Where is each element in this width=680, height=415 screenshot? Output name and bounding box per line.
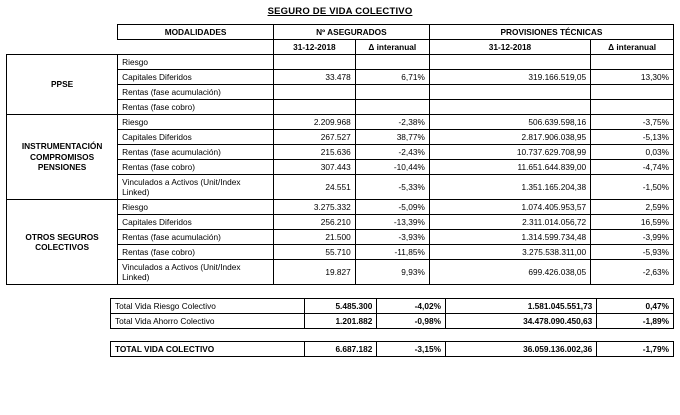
value-provisiones: 319.166.519,05 xyxy=(429,70,590,85)
total-table xyxy=(110,341,674,357)
value-asegurados: 33.478 xyxy=(274,70,356,85)
total-label: TOTAL VIDA COLECTIVO xyxy=(111,342,305,357)
spacer-after-main-table xyxy=(0,285,680,298)
value-var-asegurados xyxy=(355,100,429,115)
group-label-otros: OTROS SEGUROS COLECTIVOS xyxy=(7,200,118,285)
concept-cell: Rentas (fase acumulación) xyxy=(118,230,274,245)
subtotal-provisiones: 1.581.045.551,73 xyxy=(445,299,596,314)
concept-cell: Rentas (fase acumulación) xyxy=(118,85,274,100)
value-provisiones: 506.639.598,16 xyxy=(429,115,590,130)
subtotal-asegurados: 5.485.300 xyxy=(304,299,377,314)
value-provisiones: 1.351.165.204,38 xyxy=(429,175,590,200)
value-asegurados xyxy=(274,55,356,70)
value-var-asegurados: -2,38% xyxy=(355,115,429,130)
value-var-asegurados xyxy=(355,55,429,70)
group-label-ppse: PPSE xyxy=(7,55,118,115)
value-var-provisiones: 0,03% xyxy=(591,145,674,160)
table-header-row-sub xyxy=(7,40,674,55)
table-row xyxy=(7,115,674,130)
value-var-asegurados: -11,85% xyxy=(355,245,429,260)
subtotal-var-asegurados: -0,98% xyxy=(377,314,446,329)
value-var-provisiones xyxy=(591,55,674,70)
concept-cell: Capitales Diferidos xyxy=(118,130,274,145)
value-var-provisiones: -1,50% xyxy=(591,175,674,200)
header-modalidades: MODALIDADES xyxy=(118,25,274,40)
table-row xyxy=(111,299,674,314)
value-var-provisiones: 13,30% xyxy=(591,70,674,85)
value-var-asegurados: 9,93% xyxy=(355,260,429,285)
value-asegurados: 21.500 xyxy=(274,230,356,245)
concept-cell: Vinculados a Activos (Unit/Index Linked) xyxy=(118,175,274,200)
value-provisiones: 1.314.599.734,48 xyxy=(429,230,590,245)
value-var-asegurados xyxy=(355,85,429,100)
subtotals-table xyxy=(110,298,674,329)
header-asegurados: Nº ASEGURADOS xyxy=(274,25,430,40)
value-provisiones: 2.817.906.038,95 xyxy=(429,130,590,145)
value-var-provisiones: -3,99% xyxy=(591,230,674,245)
value-provisiones: 10.737.629.708,99 xyxy=(429,145,590,160)
value-var-asegurados: -5,09% xyxy=(355,200,429,215)
subtotal-asegurados: 1.201.882 xyxy=(304,314,377,329)
header-corner-blank-2 xyxy=(7,40,118,55)
concept-cell: Capitales Diferidos xyxy=(118,70,274,85)
value-provisiones: 3.275.538.311,00 xyxy=(429,245,590,260)
value-var-provisiones xyxy=(591,100,674,115)
value-provisiones: 11.651.644.839,00 xyxy=(429,160,590,175)
value-var-provisiones: -5,93% xyxy=(591,245,674,260)
value-asegurados: 256.210 xyxy=(274,215,356,230)
value-asegurados xyxy=(274,85,356,100)
table-row xyxy=(7,200,674,215)
value-asegurados: 215.636 xyxy=(274,145,356,160)
total-var-provisiones: -1,79% xyxy=(597,342,674,357)
concept-cell: Capitales Diferidos xyxy=(118,215,274,230)
header-fecha-asegurados: 31-12-2018 xyxy=(274,40,356,55)
concept-cell: Riesgo xyxy=(118,55,274,70)
total-var-asegurados: -3,15% xyxy=(377,342,446,357)
value-asegurados: 267.527 xyxy=(274,130,356,145)
total-asegurados: 6.687.182 xyxy=(304,342,377,357)
value-var-asegurados: -2,43% xyxy=(355,145,429,160)
value-provisiones: 1.074.405.953,57 xyxy=(429,200,590,215)
header-corner-blank xyxy=(7,25,118,40)
concept-cell: Vinculados a Activos (Unit/Index Linked) xyxy=(118,260,274,285)
concept-cell: Rentas (fase cobro) xyxy=(118,100,274,115)
subtotal-var-provisiones: 0,47% xyxy=(597,299,674,314)
value-provisiones xyxy=(429,85,590,100)
value-asegurados: 55.710 xyxy=(274,245,356,260)
value-var-asegurados: 38,77% xyxy=(355,130,429,145)
table-row xyxy=(111,314,674,329)
subtotal-var-provisiones: -1,89% xyxy=(597,314,674,329)
header-provisiones: PROVISIONES TÉCNICAS xyxy=(429,25,673,40)
concept-cell: Rentas (fase cobro) xyxy=(118,245,274,260)
value-var-asegurados: -5,33% xyxy=(355,175,429,200)
value-provisiones: 699.426.038,05 xyxy=(429,260,590,285)
header-fecha-provisiones: 31-12-2018 xyxy=(429,40,590,55)
header-var-provisiones: Δ interanual xyxy=(591,40,674,55)
value-provisiones xyxy=(429,100,590,115)
value-asegurados: 19.827 xyxy=(274,260,356,285)
group-label-instrumentacion: INSTRUMENTACIÓN COMPROMISOS PENSIONES xyxy=(7,115,118,200)
concept-cell: Rentas (fase acumulación) xyxy=(118,145,274,160)
header-var-asegurados: Δ interanual xyxy=(355,40,429,55)
value-var-provisiones: 16,59% xyxy=(591,215,674,230)
value-var-provisiones: 2,59% xyxy=(591,200,674,215)
concept-cell: Riesgo xyxy=(118,200,274,215)
subtotal-var-asegurados: -4,02% xyxy=(377,299,446,314)
value-var-asegurados: 6,71% xyxy=(355,70,429,85)
subtotal-provisiones: 34.478.090.450,63 xyxy=(445,314,596,329)
value-var-asegurados: -3,93% xyxy=(355,230,429,245)
main-data-table xyxy=(6,24,674,285)
value-provisiones xyxy=(429,55,590,70)
spacer-before-total xyxy=(0,329,680,341)
value-var-provisiones: -5,13% xyxy=(591,130,674,145)
value-var-provisiones: -2,63% xyxy=(591,260,674,285)
value-var-provisiones xyxy=(591,85,674,100)
header-modalidades-blank xyxy=(118,40,274,55)
subtotal-label: Total Vida Ahorro Colectivo xyxy=(111,314,305,329)
total-provisiones: 36.059.136.002,36 xyxy=(445,342,596,357)
value-asegurados: 3.275.332 xyxy=(274,200,356,215)
subtotal-label: Total Vida Riesgo Colectivo xyxy=(111,299,305,314)
value-provisiones: 2.311.014.056,72 xyxy=(429,215,590,230)
value-asegurados: 24.551 xyxy=(274,175,356,200)
value-var-asegurados: -13,39% xyxy=(355,215,429,230)
value-var-provisiones: -3,75% xyxy=(591,115,674,130)
value-asegurados: 307.443 xyxy=(274,160,356,175)
value-var-asegurados: -10,44% xyxy=(355,160,429,175)
table-row xyxy=(7,55,674,70)
value-asegurados: 2.209.968 xyxy=(274,115,356,130)
value-var-provisiones: -4,74% xyxy=(591,160,674,175)
concept-cell: Riesgo xyxy=(118,115,274,130)
table-header-row-top xyxy=(7,25,674,40)
value-asegurados xyxy=(274,100,356,115)
page-title: SEGURO DE VIDA COLECTIVO xyxy=(267,6,413,17)
table-row xyxy=(111,342,674,357)
concept-cell: Rentas (fase cobro) xyxy=(118,160,274,175)
